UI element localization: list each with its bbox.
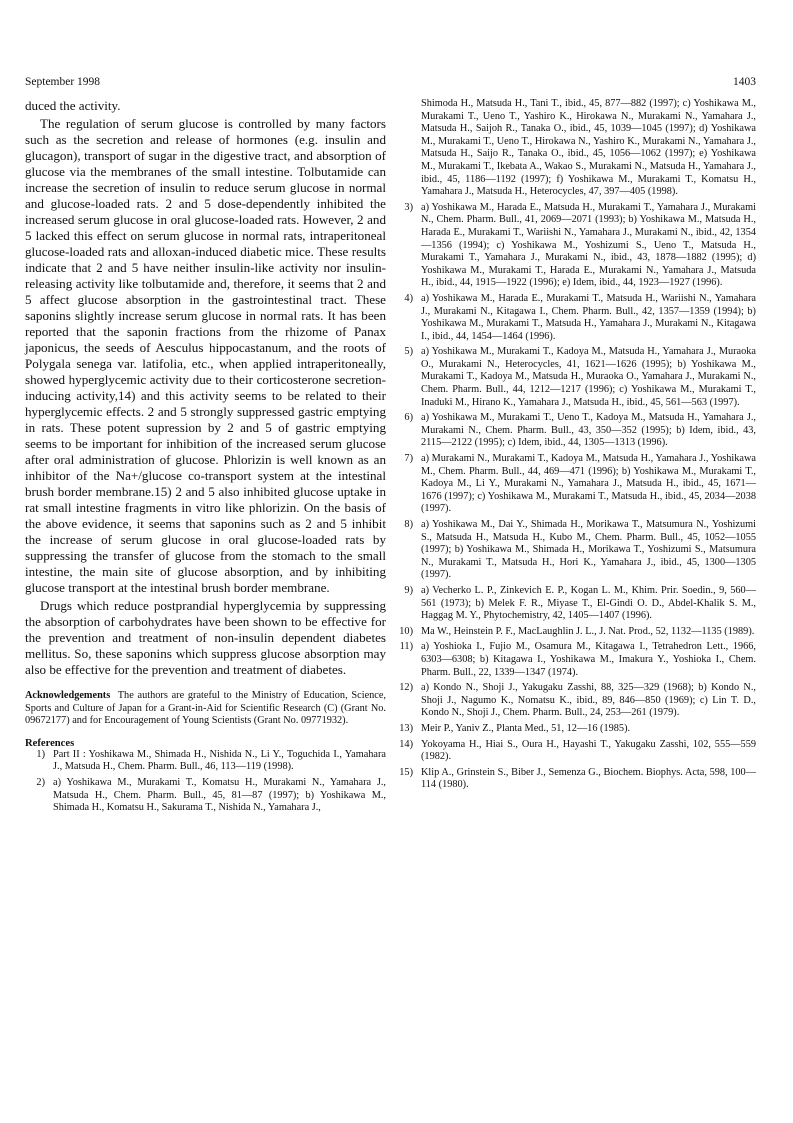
reference-item: 9) a) Vecherko L. P., Zinkevich E. P., Kogan L. M., Khim. Prir. Soedin., 9, 560—561 (1973); b) Melek F. R., Miyase T., El-Gindi O. D., Abdel-Khalik S. M., Haggag M. Y., Phytochemistry, 42, 1405—1407 (1996). (404, 584, 756, 622)
reference-item: 8) a) Yoshikawa M., Dai Y., Shimada H., Morikawa T., Matsumura N., Yoshizumi S., Matsuda H., Matsuda H., Kubo M., Chem. Pharm. Bull., 45, 1052—1055 (1997); b) Yoshikawa M., Shimada H., Morikawa T., Yoshizumi S., Matsumura N., Murakami T., Matsuda H., Hori K., Yamahara J., ibid., 45, 1300—1305 (1997). (404, 519, 756, 581)
acknowledgements-heading: Acknowledgements (25, 690, 111, 701)
acknowledgements (25, 690, 386, 728)
page-number: 1403 (733, 76, 756, 88)
body-text (25, 98, 386, 678)
reference-item: 15) Klip A., Grinstein S., Biber J., Semenza G., Biochem. Biophys. Acta, 598, 100—114 (1980). (399, 766, 756, 791)
paragraph: duced the activity. (25, 98, 121, 113)
references-title: References (25, 737, 75, 749)
left-column (25, 98, 386, 818)
acknowledgements-text: The authors are grateful to the Ministry of Education, Science, Sports and Culture of Japan for a Grant-in-Aid for Scientific Research (C) (Grant No. 09672177) and for Encouragement of Young Scientists (Grant No. 09771932). (25, 690, 386, 727)
paragraph: Drugs which reduce postprandial hyperglycemia by suppressing the absorption of carbohydrates have been shown to be effective for the prevention and treatment of non-insulin dependent diabetes mellitus. So, these saponins which suppress glucose absorption may also be effective for the prevention and treatment of diabetes. (25, 598, 386, 677)
right-column (393, 98, 756, 795)
reference-list-left (25, 749, 386, 815)
reference-item: 7) a) Murakami N., Murakami T., Kadoya M., Matsuda H., Yamahara J., Yoshikawa M., Chem. Pharm. Bull., 44, 469—471 (1996); b) Yoshikawa M., Murakami T., Kadoya M., Li Y., Murakami N., Yamahara J., Matsuda H., ibid., 45, 1671—1676 (1997); c) Yoshikawa M., Murakami T., Matsuda H., ibid., 45, 2034—2038 (1997). (404, 453, 756, 515)
reference-item: 10) Ma W., Heinstein P. F., MacLaughlin J. L., J. Nat. Prod., 52, 1132—1135 (1989). (399, 625, 755, 637)
reference-item: 1) Part II : Yoshikawa M., Shimada H., Nishida N., Li Y., Toguchida I., Yamahara J., Matsuda H., Chem. Pharm. Bull., 46, 113—119 (1998). (36, 748, 386, 773)
reference-continuation: Shimoda H., Matsuda H., Tani T., ibid., 45, 877—882 (1997); c) Yoshikawa M., Murakami T., Ueno T., Yashiro K., Hirokawa N., Murakami N., Yamahara J., Matsuda H., Saijoh R., Tanaka O., ibid., 45, 1039—1045 (1997); d) Yoshikawa M., Murakami T., Ueno T., Hirokawa N., Yashiro K., Murakami N., Yamahara J., Matsuda H., Saijo R., Tanaka O., ibid., 45, 1056—1062 (1997); e) Yoshikawa M., Murakami T., Ikebata A., Wakao S., Murakami N., Matsuda H., Yamahara J., ibid., 45, 1186—1192 (1997); f) Yoshikawa M., Murakami T., Komatsu H., Yamahara J., Matsuda H., Heterocycles, 47, 397—405 (1998). (421, 98, 756, 198)
reference-item: 3) a) Yoshikawa M., Harada E., Matsuda H., Murakami T., Yamahara J., Murakami N., Chem. Pharm. Bull., 41, 2069—2071 (1993); b) Yoshikawa M., Matsuda H., Harada E., Murakami T., Wariishi N., Yamahara J., Murakami N., ibid., 42, 1354—1356 (1994); c) Yoshikawa M., Yoshizumi S., Ueno T., Matsuda H., Murakami T., Yamahara J., Murakami N., ibid., 43, 1878—1882 (1995); d) Yoshikawa M., Murakami T., Harada E., Murakami N., Yamahara J., Matsuda H., ibid., 44, 1915—1922 (1996); e) Idem, ibid., 44, 1923—1927 (1996). (404, 201, 756, 289)
reference-item: 4) a) Yoshikawa M., Harada E., Murakami T., Matsuda H., Wariishi N., Yamahara J., Murakami N., Kitagawa I., Chem. Pharm. Bull., 42, 1357—1359 (1994); b) Yoshikawa M., Murakami T., Matsuda H., Yamahara J., Murakami N., Kitagawa I., ibid., 44, 1454—1464 (1996). (404, 292, 756, 342)
reference-item: 13) Meir P., Yaniv Z., Planta Med., 51, 12—16 (1985). (399, 722, 631, 734)
reference-item: 11) a) Yoshioka I., Fujio M., Osamura M., Kitagawa I., Tetrahedron Lett., 1966, 6303—6308; b) Kitagawa I., Yoshikawa M., Imakura Y., Yoshioka I., Chem. Pharm. Bull., 22, 1339—1347 (1974). (399, 641, 756, 678)
reference-item: 12) a) Kondo N., Shoji J., Yakugaku Zasshi, 88, 325—329 (1968); b) Kondo N., Shoji J., Nagumo K., Nomatsu K., ibid., 89, 846—850 (1969); c) Lin T. D., Kondo N., Shoji J., Chem. Pharm. Bull., 24, 253—261 (1979). (399, 682, 756, 719)
running-header-date: September 1998 (25, 76, 101, 88)
reference-item: 14) Yokoyama H., Hiai S., Oura H., Hayashi T., Yakugaku Zasshi, 102, 555—559 (1982). (399, 738, 756, 763)
paragraph: The regulation of serum glucose is controlled by many factors such as the secretion and release of hormones (e.g. insulin and glucagon), transport of sugar in the digestive tract, and absorption of glucose via the membranes of the small intestine. Tolbutamide can increase the secretion of insulin to reduce serum glucose in normal and glucose-loaded rats. 2 and 5 dose-dependently inhibited the increased serum glucose in oral glucose-loaded rats. However, 2 and 5 lacked this effect on serum glucose in normal rats, intraperitoneal glucose-loaded rats and alloxan-induced diabetic mice. These results indicate that 2 and 5 have neither insulin-like activity nor insulin-releasing activity like tolbutamide and, therefore, it seems that 2 and 5 affect glucose absorption in the gastrointestinal tract. These saponins slightly increase serum glucose in normal rats. It has been reported that the saponin fractions from the rhizome of Panax japonicus, the seeds of Aesculus hippocastanum, and the roots of Polygala senega var. latifolia, etc., when applied intraperitoneally, showed hyperglycemic activity due to their corticosterone secretion-inducing activity,14) and this activity seems to be related to their hyperglycemic effects. 2 and 5 strongly suppressed gastric emptying in rats. These potent supression by 2 and 5 of gastric emptying seems to be important for inhibition of the increased serum glucose after oral administration of glucose. Phlorizin is well known as an inhibitor of the Na+/glucose co-transport system at the intestinal brush border membrane.15) 2 and 5 also inhibited glucose uptake in rat small intestine fragments in vitro like phlorizin. On the basis of the above evidence, it seems that saponins such as 2 and 5 inhibit the increase of serum glucose in oral glucose-loaded rats by suppressing the transfer of glucose from the stomach to the small intestine, the main site of glucose absorption, and by inhibiting glucose transport at the intestinal brush border membrane. (25, 116, 386, 595)
reference-list-right (393, 202, 756, 792)
reference-item: 5) a) Yoshikawa M., Murakami T., Kadoya M., Matsuda H., Yamahara J., Muraoka O., Murakami N., Heterocycles, 41, 1621—1626 (1995); b) Yoshikawa M., Murakami T., Kadoya M., Matsuda H., Muraoka O., Yamahara J., Murakami N., Chem. Pharm. Bull., 44, 1212—1217 (1996); c) Yoshikawa M., Murakami T., Inaduki M., Hirano K., Yamahara J., Matsuda H., ibid., 45, 561—563 (1997). (404, 346, 756, 408)
reference-item: 6) a) Yoshikawa M., Murakami T., Ueno T., Kadoya M., Matsuda H., Yamahara J., Murakami N., Chem. Pharm. Bull., 43, 350—352 (1995); b) Idem, ibid., 43, 2115—2122 (1995); c) Idem, ibid., 44, 1305—1313 (1996). (404, 412, 756, 449)
reference-item: 2) a) Yoshikawa M., Murakami T., Komatsu H., Murakami N., Yamahara J., Matsuda H., Chem. Pharm. Bull., 45, 81—87 (1997); b) Yoshikawa M., Shimada H., Komatsu H., Sakurama T., Nishida N., Yamahara J., (36, 776, 386, 814)
